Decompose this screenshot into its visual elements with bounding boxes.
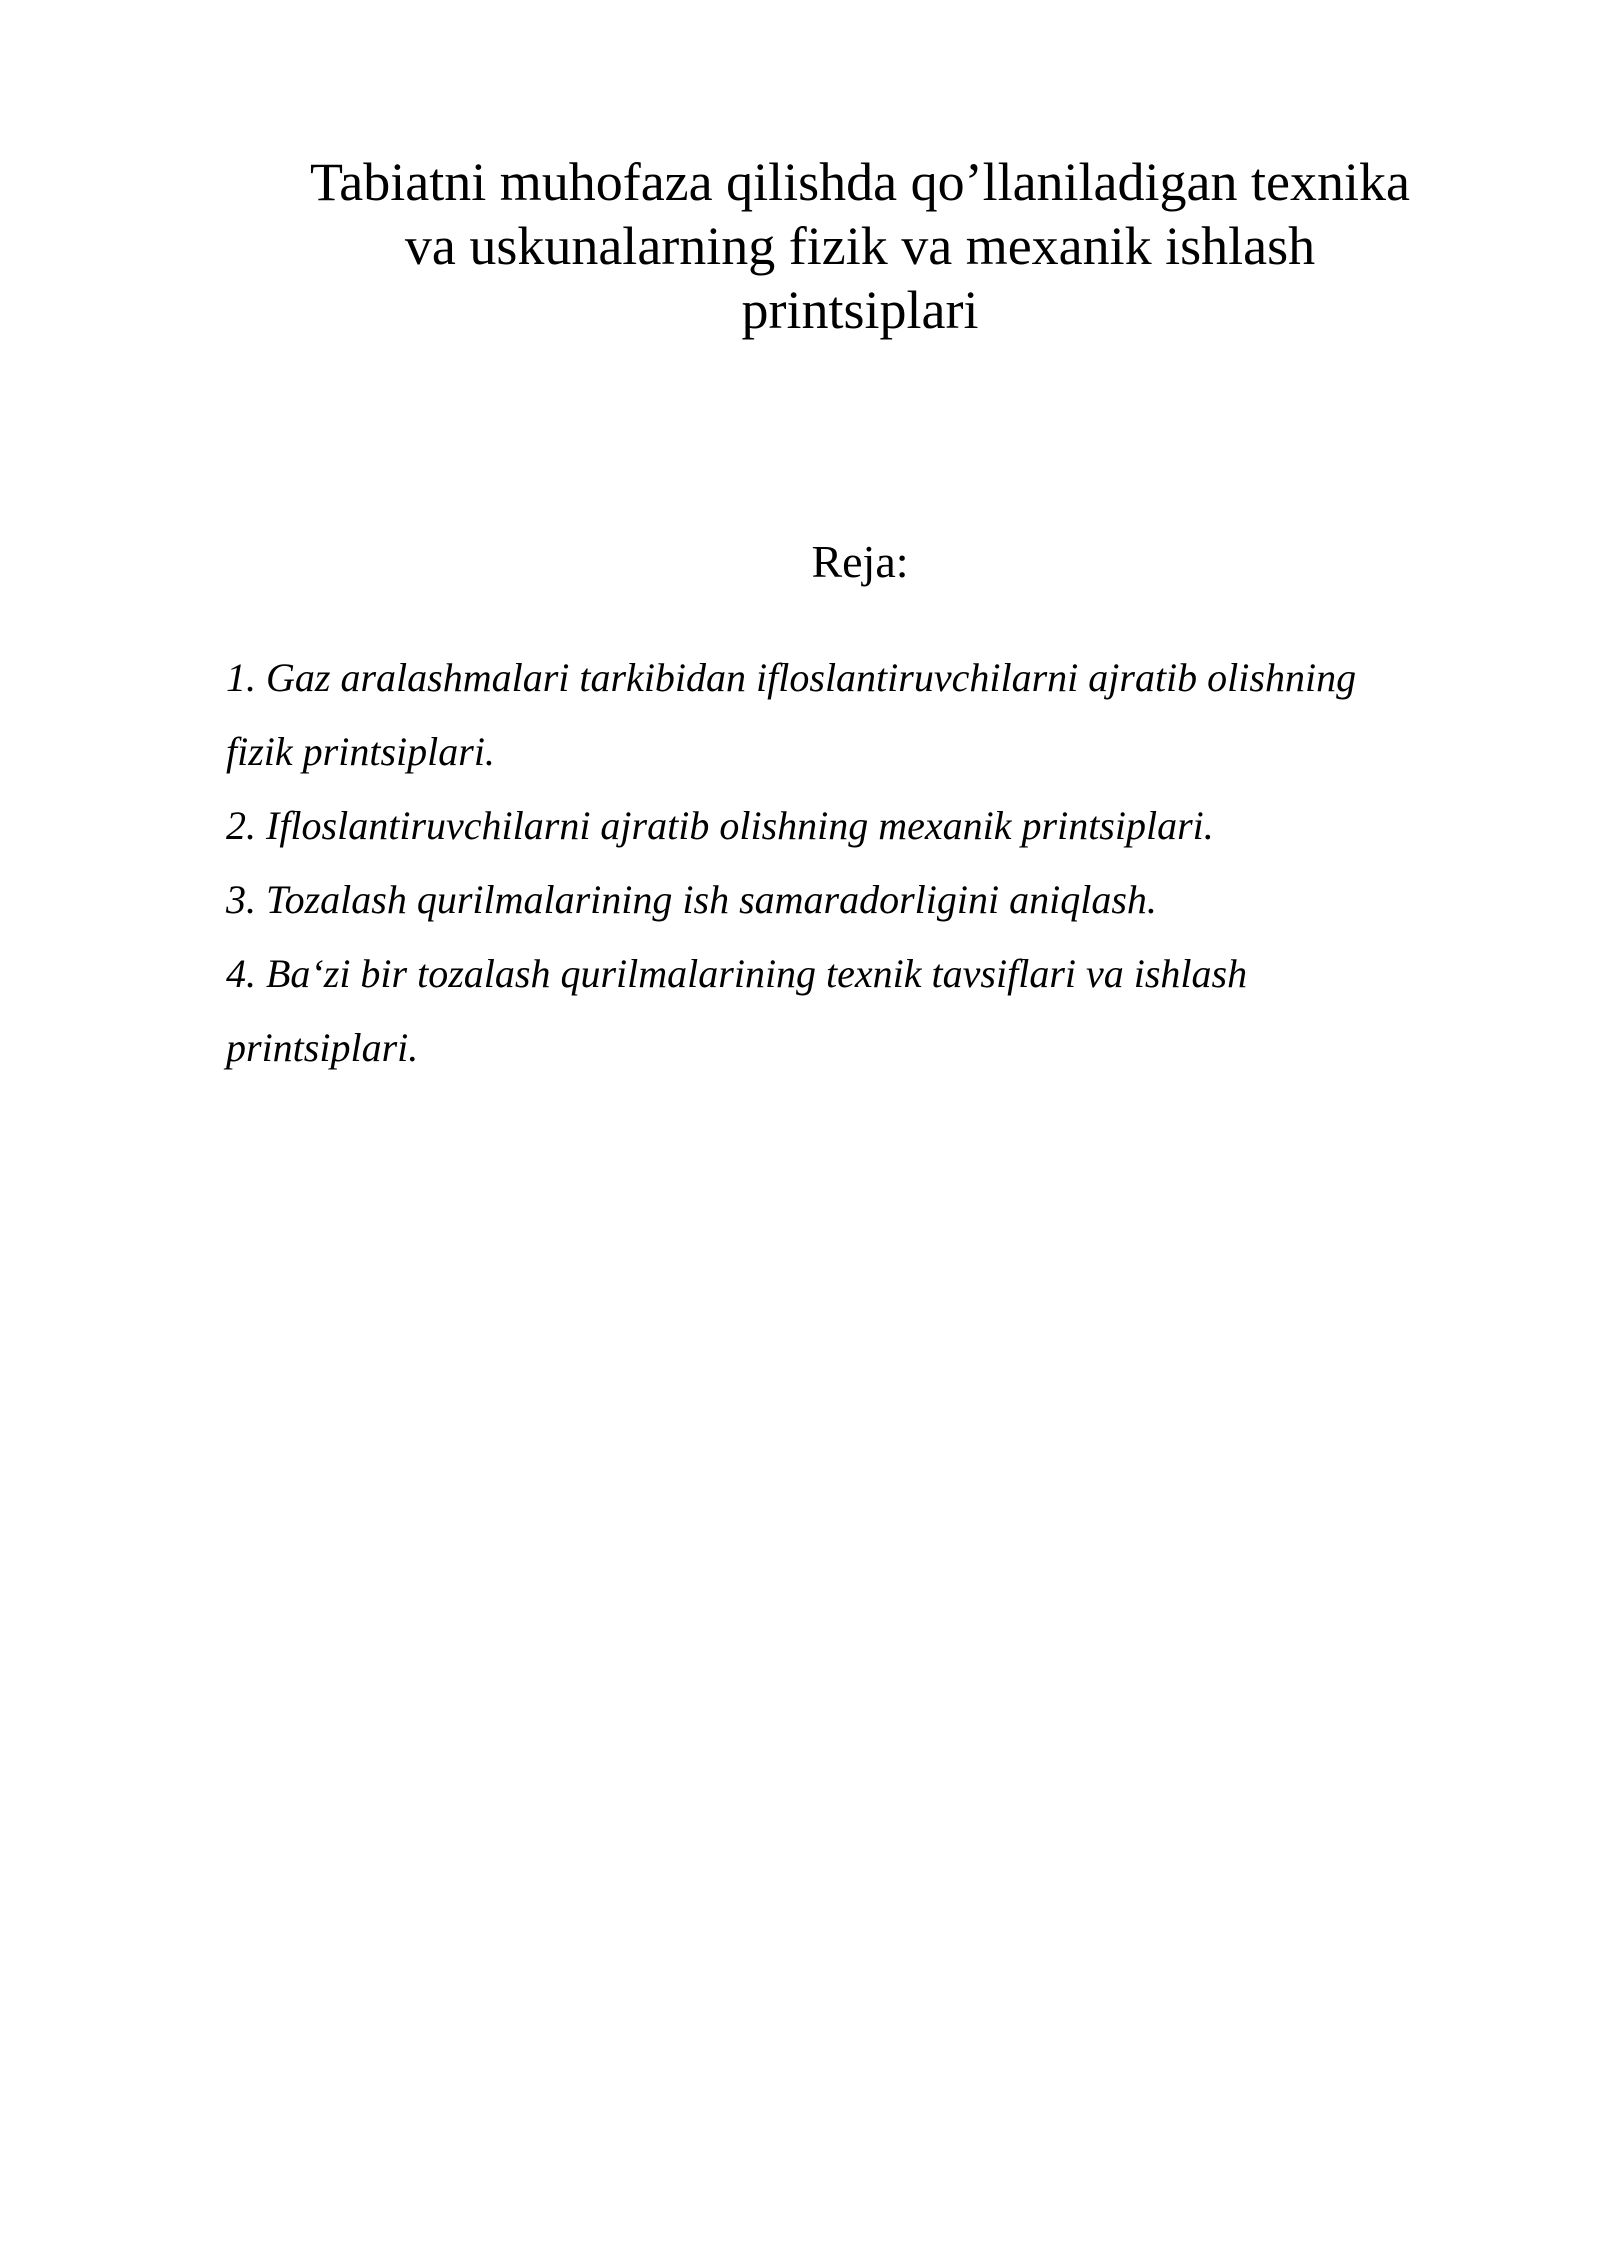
plan-heading: Reja: xyxy=(811,536,909,587)
plan-item xyxy=(226,641,1486,789)
title-line: Tabiatni muhofaza qilishda qo’llaniladigan texnika xyxy=(310,152,1410,212)
title-line: va uskunalarning fizik va mexanik ishlash xyxy=(404,216,1316,276)
plan-item-line: 1. Gaz aralashmalari tarkibidan ifloslantiruvchilarni ajratib olishning xyxy=(226,655,1357,700)
plan-item-line: printsiplari. xyxy=(226,1025,419,1070)
plan-item xyxy=(226,937,1486,1085)
plan-item xyxy=(226,863,1486,937)
plan-item-line: 2. Ifloslantiruvchilarni ajratib olishning mexanik printsiplari. xyxy=(226,803,1214,848)
plan-item xyxy=(226,789,1486,863)
title-line: printsiplari xyxy=(741,280,979,340)
plan-item-line: fizik printsiplari. xyxy=(226,729,495,774)
plan-list xyxy=(226,641,1486,1085)
plan-item-line: 4. Ba‘zi bir tozalash qurilmalarining texnik tavsiflari va ishlash xyxy=(226,951,1248,996)
document-title xyxy=(240,150,1480,342)
plan-item-line: 3. Tozalash qurilmalarining ish samaradorligini aniqlash. xyxy=(226,877,1157,922)
